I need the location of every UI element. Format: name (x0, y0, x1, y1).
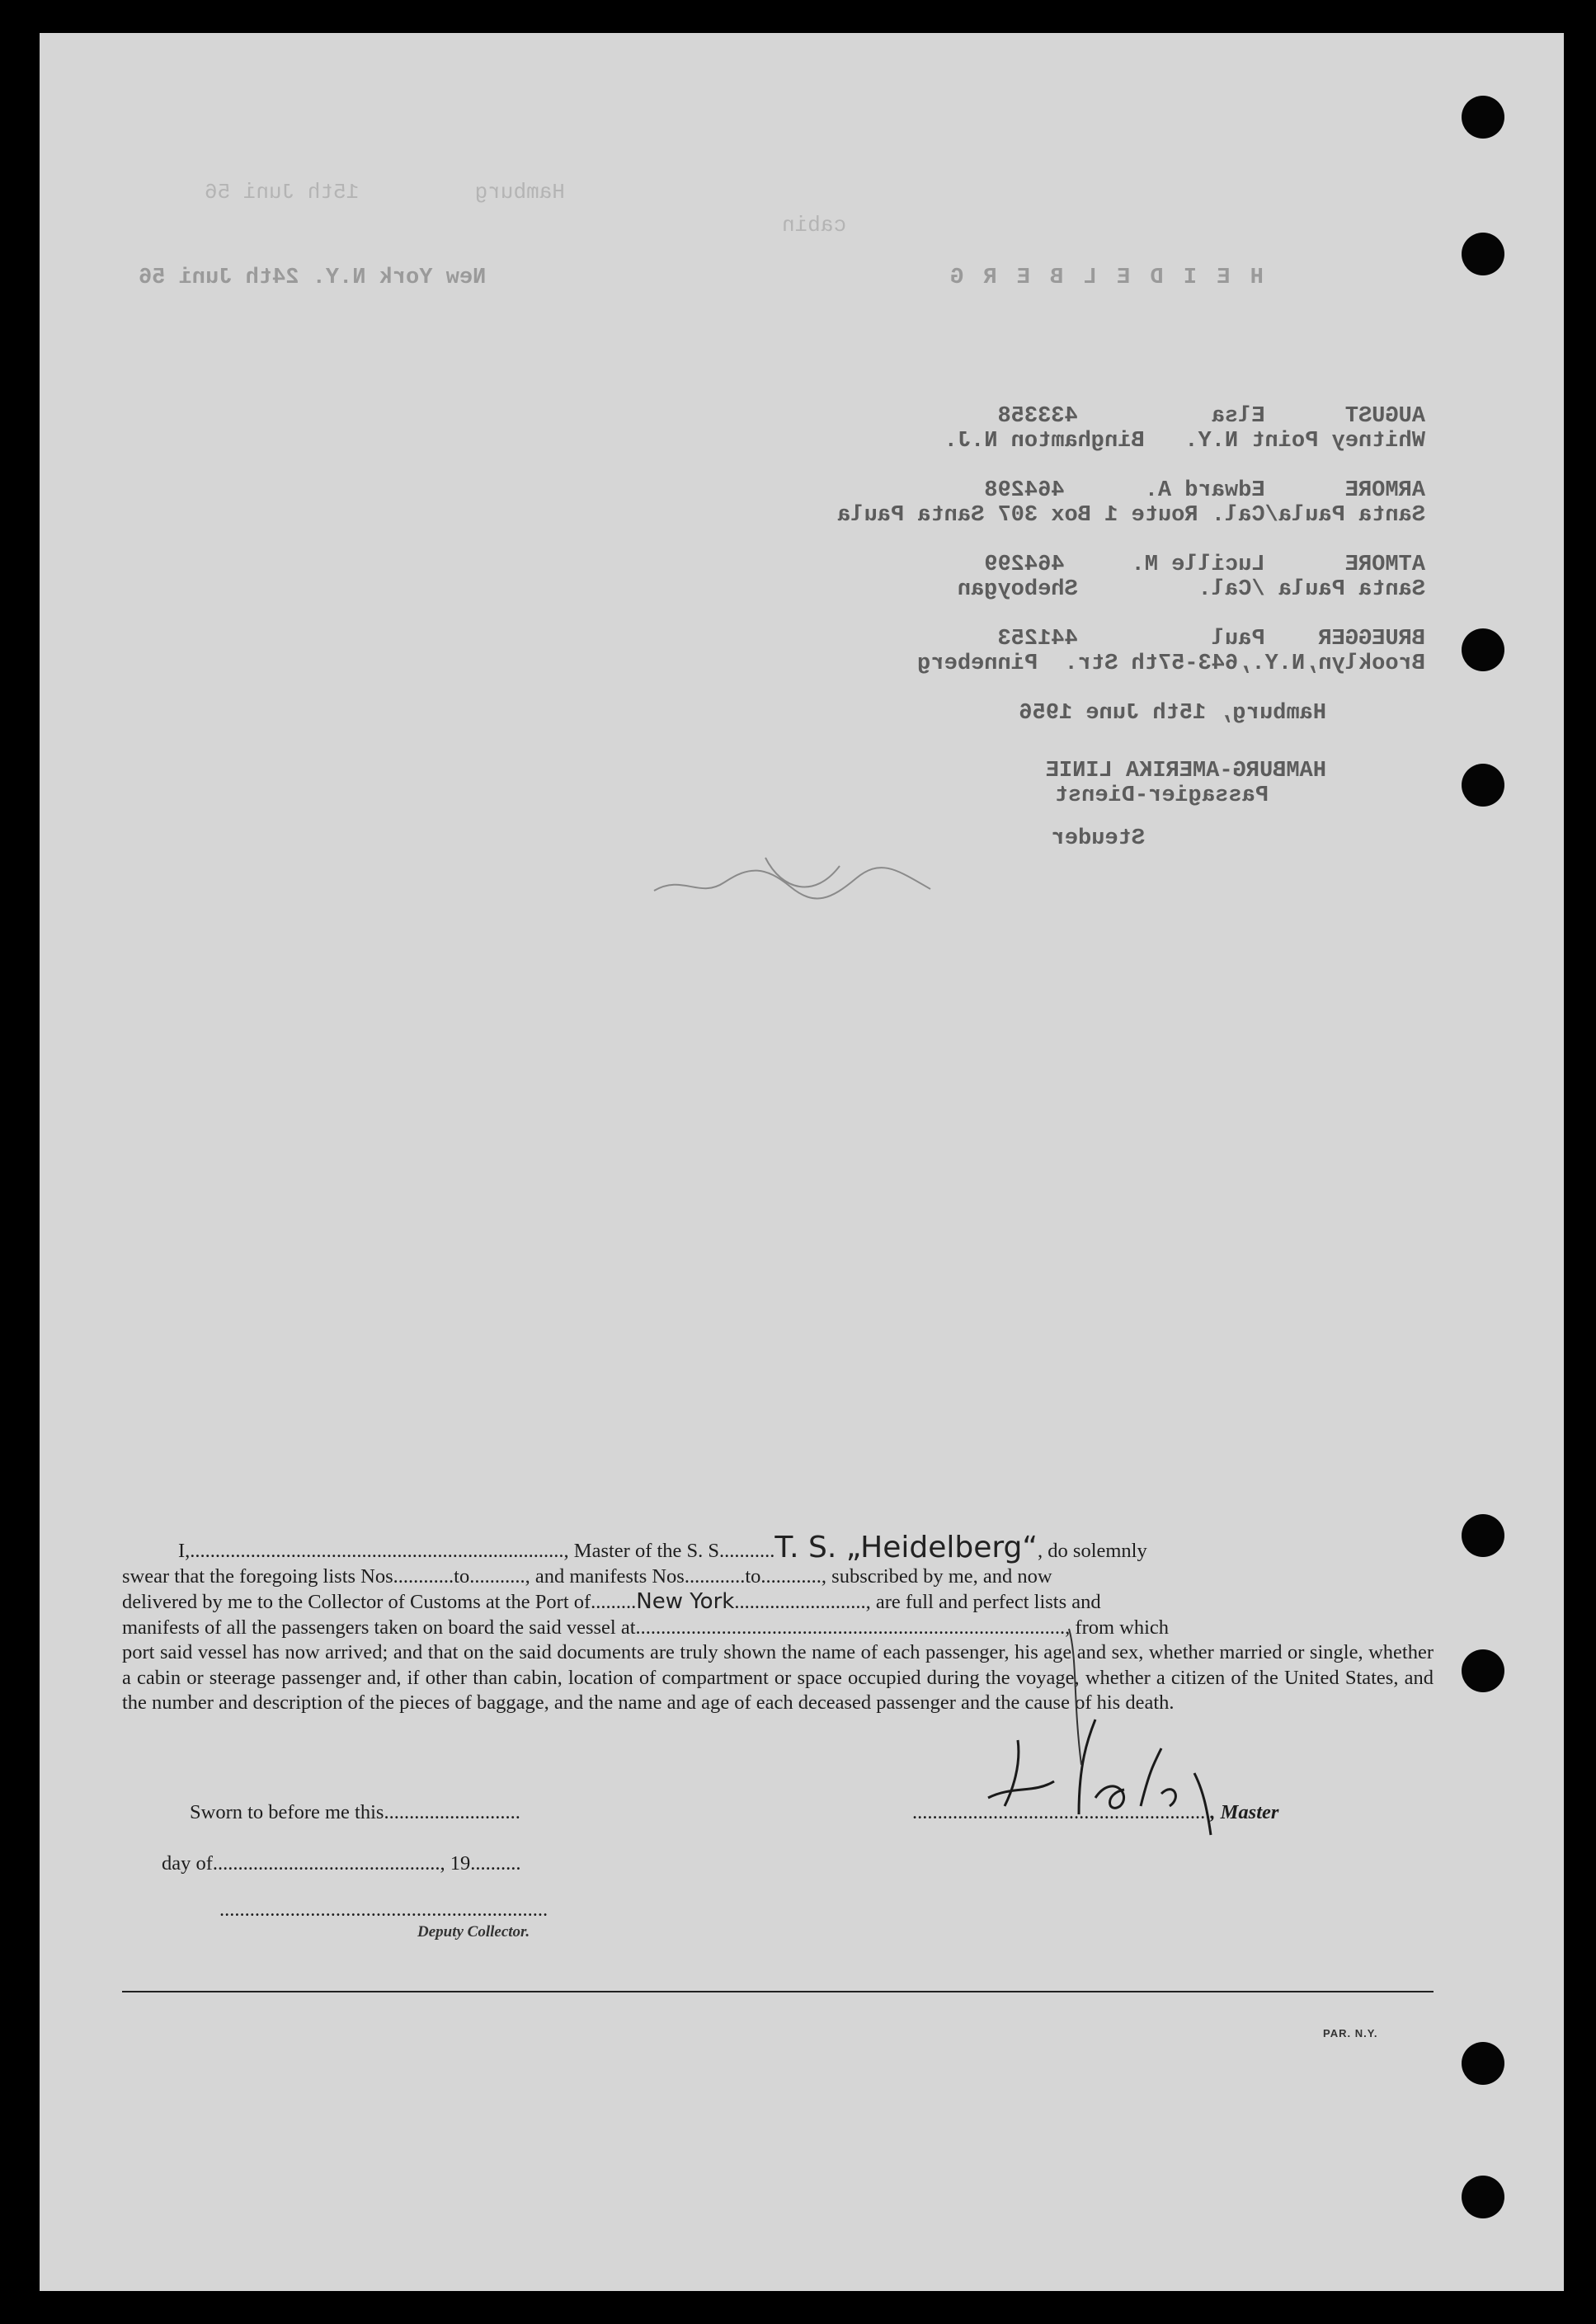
document-sheet (40, 33, 1564, 2291)
bleed-passenger-entry: ATMORE Lucille M. 464299 Santa Paula /Cal. Sheboygan (957, 553, 1425, 602)
deputy-collector-caption: Deputy Collector. (417, 1923, 530, 1941)
oath-line-1: I,.........................................................................., Master of the S. S...........T. S. „Heidelberg“, do solemnly (178, 1531, 1147, 1564)
binder-hole (1462, 2042, 1504, 2085)
pencil-mark (1061, 1625, 1110, 1773)
bleed-passenger-entry: AUGUST Elsa 433358 Whitney Point N.Y. Binghamton N.J. (944, 404, 1425, 454)
binder-hole (1462, 628, 1504, 671)
binder-hole (1462, 1649, 1504, 1692)
bleed-passenger-entry: BRUEGGER Paul 441253 Brooklyn,N.Y.,643-57th Str. Pinneberg (917, 627, 1425, 676)
master-signature-line: ..........................................................., Master (912, 1801, 1279, 1823)
port-handwritten: New York (636, 1589, 735, 1614)
bleed-passenger-entry: ARMORE Edward A. 464298 Santa Paula/Cal. Route 1 Box 307 Santa Paula (837, 478, 1425, 528)
printer-imprint: PAR. N.Y. (1323, 2027, 1378, 2039)
bottom-rule (122, 1991, 1434, 1992)
binder-hole (1462, 764, 1504, 807)
bleed-header-line1: Hamburg 15th Juni 56 (205, 180, 565, 205)
binder-hole (1462, 96, 1504, 139)
oath-line-2: swear that the foregoing lists Nos............to..........., and manifests Nos............to............, subscribed by me, and now (122, 1564, 1052, 1588)
oath-line-3: delivered by me to the Collector of Customs at the Port of.........New York.........................., are full and perfect lists and (122, 1589, 1101, 1614)
bleed-company: HAMBURG-AMERIKA LINIE (1045, 759, 1326, 783)
bleed-header-line2: cabin (782, 213, 847, 238)
binder-hole (1462, 233, 1504, 275)
bleed-department: Passagier-Dienst (1054, 783, 1269, 808)
bleed-signature-scribble (650, 841, 963, 915)
sworn-line: Sworn to before me this........................... (190, 1801, 520, 1823)
deputy-collector-line: ................................................................. (219, 1898, 548, 1921)
oath-text-block (122, 1531, 1434, 1716)
bleed-date-line: Hamburg, 15th June 1956 (1019, 701, 1326, 726)
oath-body: port said vessel has now arrived; and that on the said documents are truly shown the name of each passenger, his age and sex, whether married or single, whether a cabin or steerage passenger and, if other than cabin, location of compartment or space occupied during the voyage, whether a citizen of the United States, and the number and description of the pieces of baggage, and the name and age of each deceased passenger and the cause of his death. (122, 1641, 1434, 1714)
bleed-passenger-list (633, 404, 1425, 851)
master-signature (955, 1715, 1302, 1847)
oath-line-4: manifests of all the passengers taken on board the said vessel at....................................................................................., from which (122, 1616, 1170, 1639)
bleed-role: Steuder (1051, 826, 1145, 851)
ship-name-handwritten: T. S. „Heidelberg“ (774, 1531, 1038, 1564)
binder-hole (1462, 1514, 1504, 1557)
binder-hole (1462, 2176, 1504, 2218)
bleed-arrival: New York N.Y. 24th Juni 56 (139, 266, 487, 290)
day-of-line: day of............................................., 19.......... (162, 1852, 521, 1875)
bleed-ship-name: H E I D E L B E R G (947, 266, 1264, 290)
